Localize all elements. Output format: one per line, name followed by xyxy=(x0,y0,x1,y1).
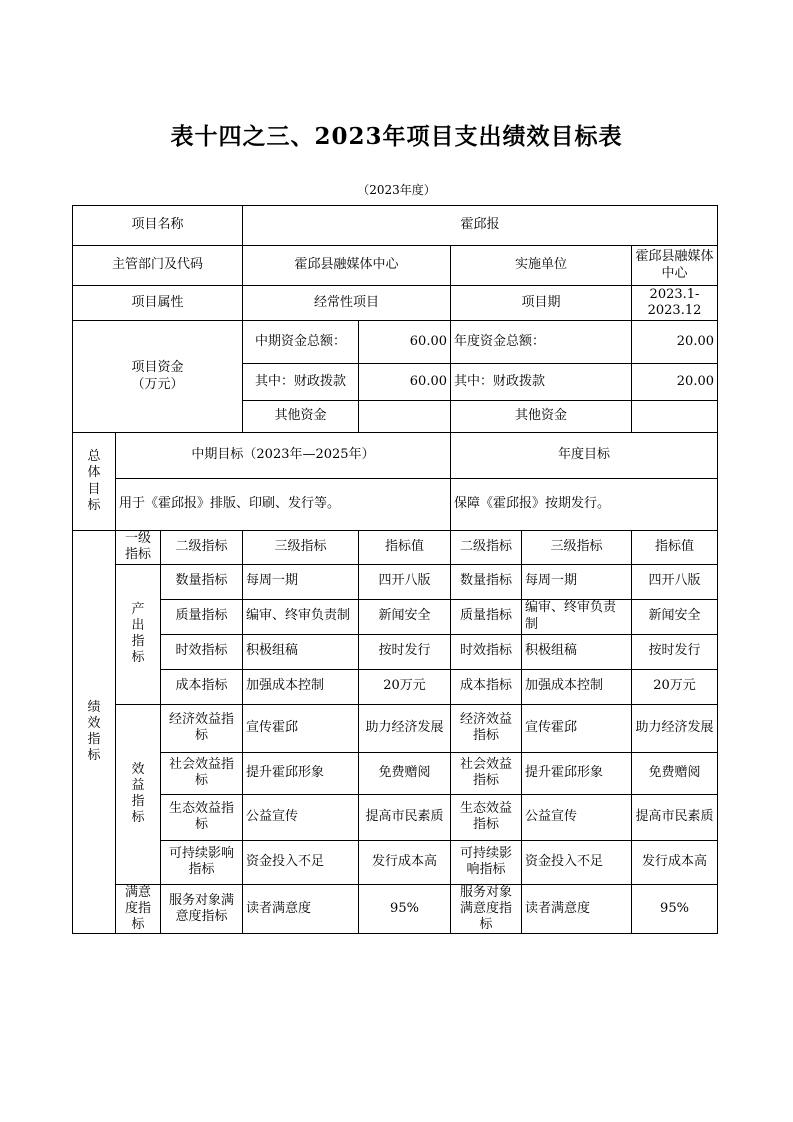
year-level3-cell: 提升霍邱形象 xyxy=(522,752,632,794)
mid-other-label: 其他资金 xyxy=(243,401,359,433)
year-level3-cell: 积极组稿 xyxy=(522,634,632,669)
year-level3-cell: 加强成本控制 xyxy=(522,669,632,704)
level2-cell: 时效指标 xyxy=(161,634,243,669)
value-cell: 免费赠阅 xyxy=(359,752,451,794)
value-cell: 按时发行 xyxy=(359,634,451,669)
header-year-level2: 二级指标 xyxy=(451,531,522,565)
dept-row xyxy=(73,246,718,286)
year-total-label: 年度资金总额： xyxy=(451,321,632,364)
level2-cell: 可持续影响指标 xyxy=(161,840,243,884)
year-level3-cell: 宣传霍邱 xyxy=(522,704,632,752)
level2-cell: 成本指标 xyxy=(161,669,243,704)
year-value-cell: 95% xyxy=(632,884,718,934)
period-value: 2023.1-2023.12 xyxy=(632,286,718,321)
benefit-label-char: 标 xyxy=(131,810,145,826)
level3-cell: 公益宣传 xyxy=(243,794,359,840)
indicators-label-char: 指 xyxy=(87,732,101,748)
year-level2-cell: 服务对象满意度指标 xyxy=(451,884,522,934)
year-other-value xyxy=(632,401,718,433)
year-value-cell: 四开八版 xyxy=(632,564,718,599)
value-cell: 95% xyxy=(359,884,451,934)
header-level1: 一级指标 xyxy=(116,531,161,565)
indicators-label-char: 绩 xyxy=(87,699,101,715)
period-label: 项目期 xyxy=(451,286,632,321)
funds-label-line1: 项目资金 xyxy=(131,360,184,376)
level2-cell: 社会效益指标 xyxy=(161,752,243,794)
attr-label: 项目属性 xyxy=(73,286,243,321)
goals-label xyxy=(73,433,116,531)
year-value-cell: 20万元 xyxy=(632,669,718,704)
indicators-label xyxy=(73,531,116,934)
mid-goal-header: 中期目标（2023年—2025年） xyxy=(116,433,451,479)
value-cell: 发行成本高 xyxy=(359,840,451,884)
level3-cell: 积极组稿 xyxy=(243,634,359,669)
year-value-cell: 发行成本高 xyxy=(632,840,718,884)
indicator-row xyxy=(73,634,718,669)
year-value-cell: 新闻安全 xyxy=(632,599,718,634)
indicator-row xyxy=(73,599,718,634)
page-subtitle: （2023年度） xyxy=(357,183,436,197)
goals-text-row xyxy=(73,479,718,531)
attr-row xyxy=(73,286,718,321)
output-label-char: 产 xyxy=(131,601,145,617)
impl-value: 霍邱县融媒体中心 xyxy=(632,246,718,286)
year-level3-cell: 每周一期 xyxy=(522,564,632,599)
year-value-cell: 免费赠阅 xyxy=(632,752,718,794)
level3-cell: 提升霍邱形象 xyxy=(243,752,359,794)
indicator-row xyxy=(73,669,718,704)
header-value: 指标值 xyxy=(359,531,451,565)
level2-cell: 质量指标 xyxy=(161,599,243,634)
performance-target-table xyxy=(72,205,718,934)
year-other-label: 其他资金 xyxy=(451,401,632,433)
value-cell: 新闻安全 xyxy=(359,599,451,634)
output-label-char: 标 xyxy=(131,650,145,666)
output-label-char: 出 xyxy=(131,617,145,633)
indicators-label-char: 标 xyxy=(87,748,101,764)
value-cell: 四开八版 xyxy=(359,564,451,599)
mid-total-value: 60.00 xyxy=(359,321,451,364)
attr-value: 经常性项目 xyxy=(243,286,451,321)
indicator-row xyxy=(73,704,718,752)
mid-fiscal-label: 其中：财政拨款 xyxy=(243,364,359,401)
level2-cell: 数量指标 xyxy=(161,564,243,599)
year-goal-text: 保障《霍邱报》按期发行。 xyxy=(451,479,718,531)
indicator-row xyxy=(73,840,718,884)
year-fiscal-value: 20.00 xyxy=(632,364,718,401)
funds-total-row xyxy=(73,321,718,364)
goals-label-char: 标 xyxy=(87,497,101,513)
goals-label-char: 总 xyxy=(87,449,101,464)
year-goal-header: 年度目标 xyxy=(451,433,718,479)
indicator-row xyxy=(73,752,718,794)
project-name-row xyxy=(73,206,718,246)
benefit-label-char: 益 xyxy=(131,777,145,793)
level2-cell: 经济效益指标 xyxy=(161,704,243,752)
year-level3-cell: 编审、终审负责制 xyxy=(522,599,632,634)
satisfaction-indicator-label: 满意度指标 xyxy=(116,884,161,934)
header-year-value: 指标值 xyxy=(632,531,718,565)
level3-cell: 宣传霍邱 xyxy=(243,704,359,752)
goals-header-row xyxy=(73,433,718,479)
goals-label-char: 体 xyxy=(87,465,101,481)
year-level2-cell: 生态效益指标 xyxy=(451,794,522,840)
project-name-label: 项目名称 xyxy=(73,206,243,246)
year-level3-cell: 读者满意度 xyxy=(522,884,632,934)
year-value-cell: 助力经济发展 xyxy=(632,704,718,752)
year-level2-cell: 经济效益指标 xyxy=(451,704,522,752)
satisfaction-row xyxy=(73,884,718,934)
funds-label-line2: （万元） xyxy=(131,376,184,392)
year-level2-cell: 质量指标 xyxy=(451,599,522,634)
year-level2-cell: 社会效益指标 xyxy=(451,752,522,794)
dept-label: 主管部门及代码 xyxy=(73,246,243,286)
benefit-indicator-label xyxy=(116,704,161,884)
goals-label-char: 目 xyxy=(87,481,101,497)
page-title: 表十四之三、2023年项目支出绩效目标表 xyxy=(170,123,623,150)
indicator-row xyxy=(73,794,718,840)
indicator-row xyxy=(73,564,718,599)
value-cell: 提高市民素质 xyxy=(359,794,451,840)
header-level2: 二级指标 xyxy=(161,531,243,565)
output-label-char: 指 xyxy=(131,634,145,649)
mid-goal-text: 用于《霍邱报》排版、印刷、发行等。 xyxy=(116,479,451,531)
level2-cell: 服务对象满意度指标 xyxy=(161,884,243,934)
year-total-value: 20.00 xyxy=(632,321,718,364)
dept-value: 霍邱县融媒体中心 xyxy=(243,246,451,286)
value-cell: 20万元 xyxy=(359,669,451,704)
output-indicator-label xyxy=(116,564,161,704)
indicator-header-row xyxy=(73,531,718,565)
level3-cell: 编审、终审负责制 xyxy=(243,599,359,634)
year-level3-cell: 资金投入不足 xyxy=(522,840,632,884)
year-level3-cell: 公益宣传 xyxy=(522,794,632,840)
level3-cell: 读者满意度 xyxy=(243,884,359,934)
project-name-value: 霍邱报 xyxy=(243,206,718,246)
mid-other-value xyxy=(359,401,451,433)
year-level2-cell: 可持续影响指标 xyxy=(451,840,522,884)
value-cell: 助力经济发展 xyxy=(359,704,451,752)
impl-label: 实施单位 xyxy=(451,246,632,286)
funds-label xyxy=(73,321,243,433)
mid-fiscal-value: 60.00 xyxy=(359,364,451,401)
benefit-label-char: 效 xyxy=(131,761,145,777)
mid-total-label: 中期资金总额： xyxy=(243,321,359,364)
header-year-level3: 三级指标 xyxy=(522,531,632,565)
indicators-label-char: 效 xyxy=(87,715,101,731)
year-fiscal-label: 其中：财政拨款 xyxy=(451,364,632,401)
header-level3: 三级指标 xyxy=(243,531,359,565)
level3-cell: 每周一期 xyxy=(243,564,359,599)
year-value-cell: 提高市民素质 xyxy=(632,794,718,840)
year-value-cell: 按时发行 xyxy=(632,634,718,669)
level3-cell: 加强成本控制 xyxy=(243,669,359,704)
level3-cell: 资金投入不足 xyxy=(243,840,359,884)
year-level2-cell: 成本指标 xyxy=(451,669,522,704)
year-level2-cell: 数量指标 xyxy=(451,564,522,599)
level2-cell: 生态效益指标 xyxy=(161,794,243,840)
year-level2-cell: 时效指标 xyxy=(451,634,522,669)
benefit-label-char: 指 xyxy=(131,794,145,809)
